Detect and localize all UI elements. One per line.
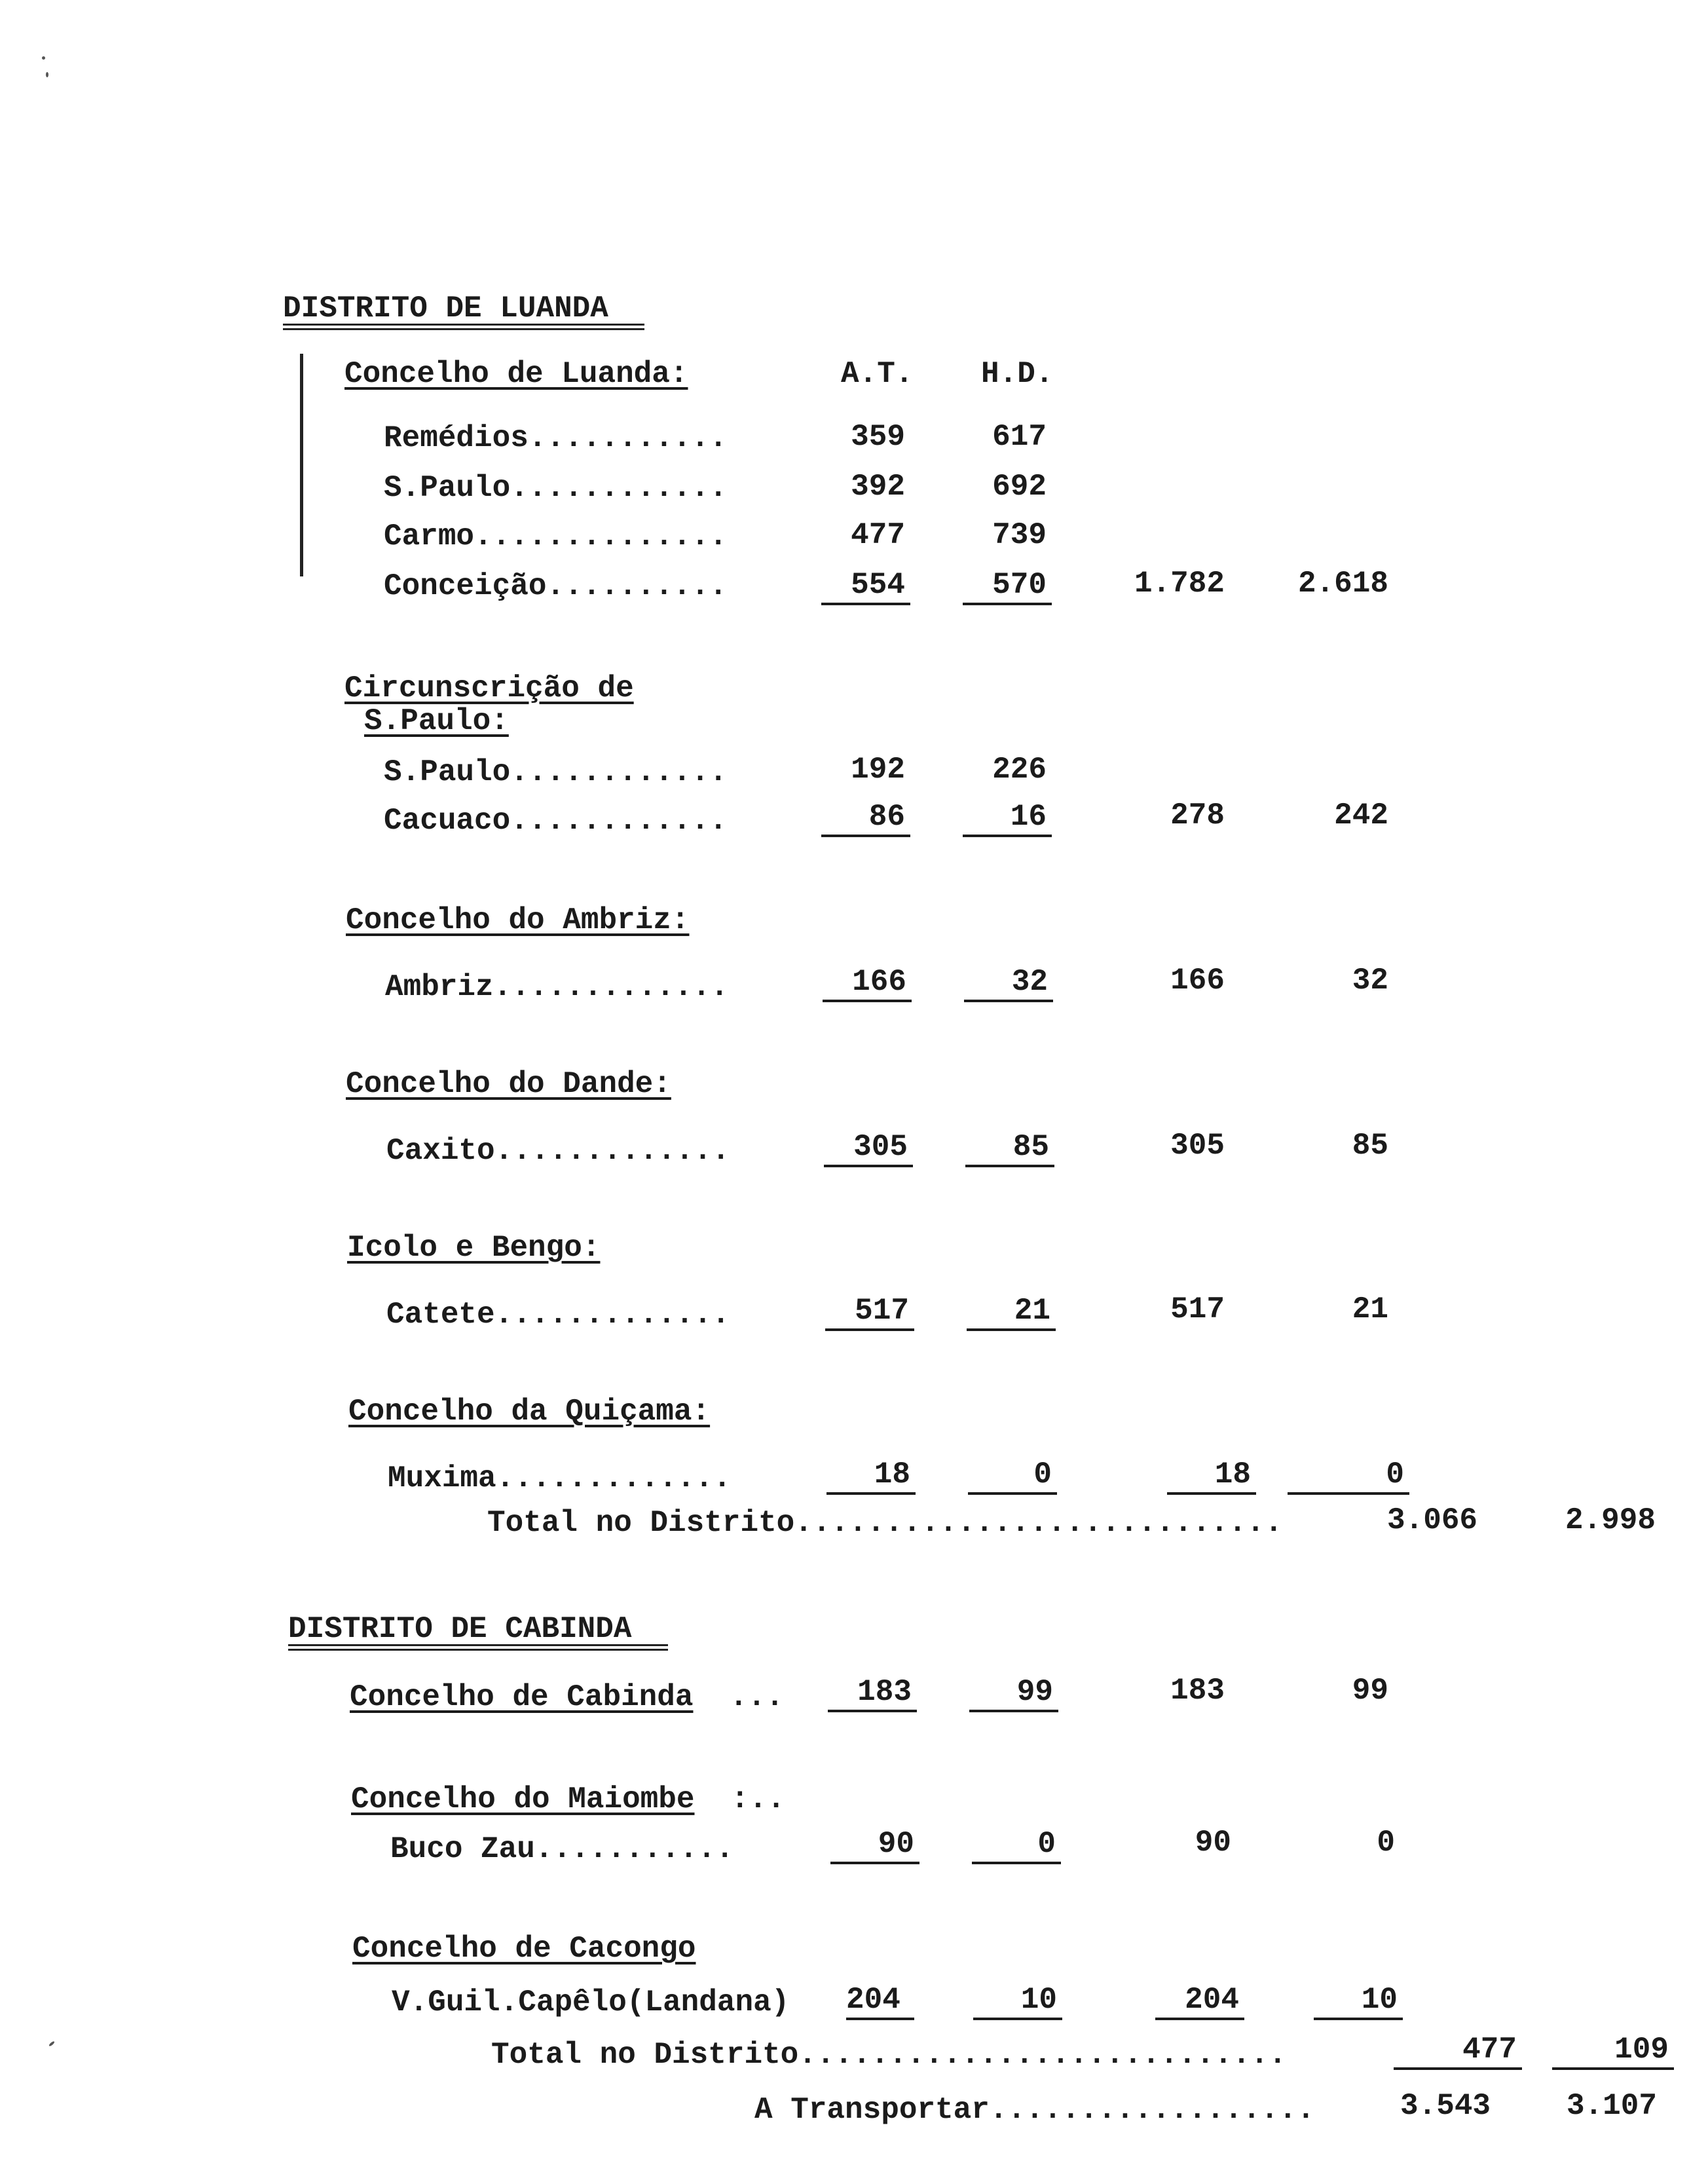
- row-value-hd: 226: [992, 753, 1047, 787]
- heading-suffix: :..: [731, 1782, 785, 1816]
- district-total-label: Total no Distrito...........................: [491, 2038, 1287, 2072]
- row-value-hd: 21: [967, 1296, 1056, 1331]
- district-total-at: 477: [1394, 2035, 1522, 2070]
- row-value-at: 359: [851, 420, 905, 454]
- concelho-cabinda-heading: Concelho de Cabinda: [350, 1680, 694, 1714]
- subtotal-at: 204: [1155, 1985, 1244, 2020]
- row-label: Buco Zau...........: [390, 1832, 734, 1866]
- row-value-at: 90: [830, 1829, 919, 1864]
- row-label: V.Guil.Capêlo(Landana): [392, 1985, 790, 2020]
- row-label: Remédios...........: [384, 421, 728, 455]
- row-value-hd: 692: [992, 470, 1047, 504]
- subtotal-at: 305: [1170, 1129, 1225, 1163]
- subtotal-at: 278: [1170, 799, 1225, 833]
- subtotal-at: 183: [1170, 1674, 1225, 1708]
- row-value-hd: 739: [992, 518, 1047, 552]
- row-value-hd: 570: [963, 570, 1052, 605]
- row-label: S.Paulo............: [384, 755, 728, 789]
- district-total-label: Total no Distrito...........................: [487, 1506, 1283, 1540]
- district-total-hd: 109: [1552, 2035, 1674, 2070]
- subtotal-hd: 99: [1352, 1674, 1388, 1708]
- scan-speck: [46, 72, 48, 77]
- row-value-at: 192: [851, 753, 905, 787]
- row-label: Muxima.............: [388, 1461, 732, 1495]
- subtotal-at: 18: [1167, 1459, 1256, 1495]
- row-value-at: 183: [828, 1677, 917, 1712]
- row-value-hd: 617: [992, 420, 1047, 454]
- icolo-bengo-heading: Icolo e Bengo:: [347, 1231, 601, 1265]
- district-title-luanda: DISTRITO DE LUANDA: [283, 291, 608, 326]
- subtotal-hd: 21: [1352, 1292, 1388, 1326]
- concelho-maiombe-heading: Concelho do Maiombe: [351, 1782, 695, 1816]
- row-value-hd: 99: [969, 1677, 1058, 1712]
- row-value-at: 477: [851, 518, 905, 552]
- row-value-at: 392: [851, 470, 905, 504]
- subtotal-at: 166: [1170, 964, 1225, 998]
- subtotal-hd: 2.618: [1297, 567, 1388, 601]
- row-value-hd: 0: [968, 1459, 1057, 1495]
- district-total-hd: 2.998: [1565, 1503, 1656, 1537]
- row-value-hd: 16: [963, 802, 1052, 837]
- row-label: Carmo..............: [384, 519, 728, 554]
- double-underline: [283, 324, 644, 330]
- concelho-quicama-heading: Concelho da Quiçama:: [348, 1395, 711, 1429]
- district-total-at: 3.066: [1387, 1503, 1478, 1537]
- row-label: Cacuaco............: [384, 804, 728, 838]
- row-value-hd: 32: [964, 967, 1053, 1002]
- concelho-luanda-heading: Concelho de Luanda:: [344, 357, 688, 391]
- row-value-at: 305: [824, 1132, 913, 1167]
- column-header-hd: H.D.: [981, 357, 1054, 391]
- subtotal-hd: 0: [1377, 1826, 1395, 1860]
- transport-hd: 3.107: [1566, 2089, 1657, 2123]
- heading-dots: ...: [730, 1680, 784, 1714]
- subtotal-hd: 10: [1314, 1985, 1403, 2020]
- double-underline: [288, 1644, 668, 1651]
- row-value-at: 18: [826, 1459, 916, 1495]
- circunscricao-heading: S.Paulo:: [364, 704, 509, 738]
- row-value-at: 166: [823, 967, 912, 1002]
- district-title-cabinda: DISTRITO DE CABINDA: [288, 1612, 632, 1646]
- subtotal-at: 1.782: [1134, 567, 1225, 601]
- row-value-at: 86: [821, 802, 910, 837]
- subtotal-hd: 242: [1334, 799, 1388, 833]
- row-value-at: 204: [846, 1985, 914, 2020]
- transport-at: 3.543: [1400, 2089, 1491, 2123]
- row-label: Caxito.............: [386, 1134, 730, 1168]
- transport-label: A Transportar..................: [754, 2093, 1315, 2127]
- concelho-dande-heading: Concelho do Dande:: [346, 1067, 671, 1101]
- column-header-at: A.T.: [841, 357, 914, 391]
- scan-speck: [42, 56, 45, 60]
- subtotal-at: 90: [1195, 1826, 1231, 1860]
- row-value-hd: 85: [965, 1132, 1054, 1167]
- subtotal-at: 517: [1170, 1292, 1225, 1326]
- concelho-cacongo-heading: Concelho de Cacongo: [352, 1932, 696, 1966]
- concelho-ambriz-heading: Concelho do Ambriz:: [346, 903, 690, 937]
- subtotal-hd: 0: [1288, 1459, 1409, 1495]
- row-label: Catete.............: [386, 1298, 730, 1332]
- circunscricao-heading: Circunscrição de: [344, 671, 634, 705]
- margin-bracket: [300, 354, 303, 576]
- row-label: S.Paulo............: [384, 471, 728, 505]
- row-value-hd: 10: [973, 1985, 1062, 2020]
- row-value-at: 554: [821, 570, 910, 605]
- row-value-at: 517: [825, 1296, 914, 1331]
- row-label: Conceição..........: [384, 569, 728, 603]
- scan-speck: [48, 2040, 55, 2046]
- row-value-hd: 0: [972, 1829, 1061, 1864]
- row-label: Ambriz.............: [385, 970, 729, 1004]
- subtotal-hd: 32: [1352, 964, 1388, 998]
- subtotal-hd: 85: [1352, 1129, 1388, 1163]
